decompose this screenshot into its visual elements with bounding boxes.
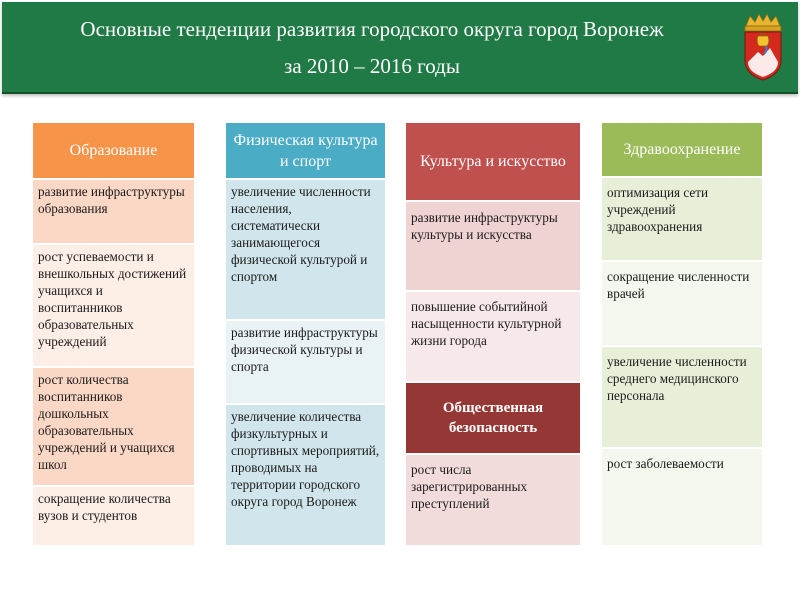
list-item: увеличение количества физкультурных и спортивных мероприятий, проводимых на территории городского округа город Воронеж (226, 405, 385, 545)
title-banner (2, 2, 798, 94)
column-education (33, 123, 194, 545)
column-heading: Здравоохранение (602, 123, 762, 176)
list-item: рост успеваемости и внешкольных достижений учащихся и воспитанников образовательных учреждений (33, 245, 194, 366)
column-culture (406, 123, 580, 545)
column-heading: Образование (33, 123, 194, 178)
column-sport (226, 123, 385, 545)
list-item: развитие инфраструктуры образования (33, 180, 194, 243)
list-item: рост количества воспитанников дошкольных образовательных учреждений и учащихся школ (33, 368, 194, 485)
page-title: Основные тенденции развития городского округа город Воронеж (80, 17, 664, 41)
page-subtitle: за 2010 – 2016 годы (284, 54, 460, 78)
column-heading: Культура и искусство (406, 123, 580, 200)
column-healthcare (602, 123, 762, 545)
list-item: рост числа зарегистрированных преступлений (406, 455, 580, 545)
list-item: развитие инфраструктуры физической культуры и спорта (226, 321, 385, 403)
column-subheading: Общественная безопасность (406, 383, 580, 453)
list-item: сокращение численности врачей (602, 262, 762, 345)
list-item: оптимизация сети учреждений здравоохранения (602, 178, 762, 260)
list-item: развитие инфраструктуры культуры и искусства (406, 202, 580, 290)
list-item: повышение событийной насыщенности культурной жизни города (406, 292, 580, 381)
list-item: увеличение численности населения, систематически занимающегося физической культурой и спортом (226, 180, 385, 319)
column-heading: Физическая культура и спорт (226, 123, 385, 178)
list-item: сокращение количества вузов и студентов (33, 487, 194, 545)
list-item: увеличение численности среднего медицинского персонала (602, 347, 762, 447)
coat-of-arms-icon (740, 12, 786, 82)
list-item: рост заболеваемости (602, 449, 762, 545)
